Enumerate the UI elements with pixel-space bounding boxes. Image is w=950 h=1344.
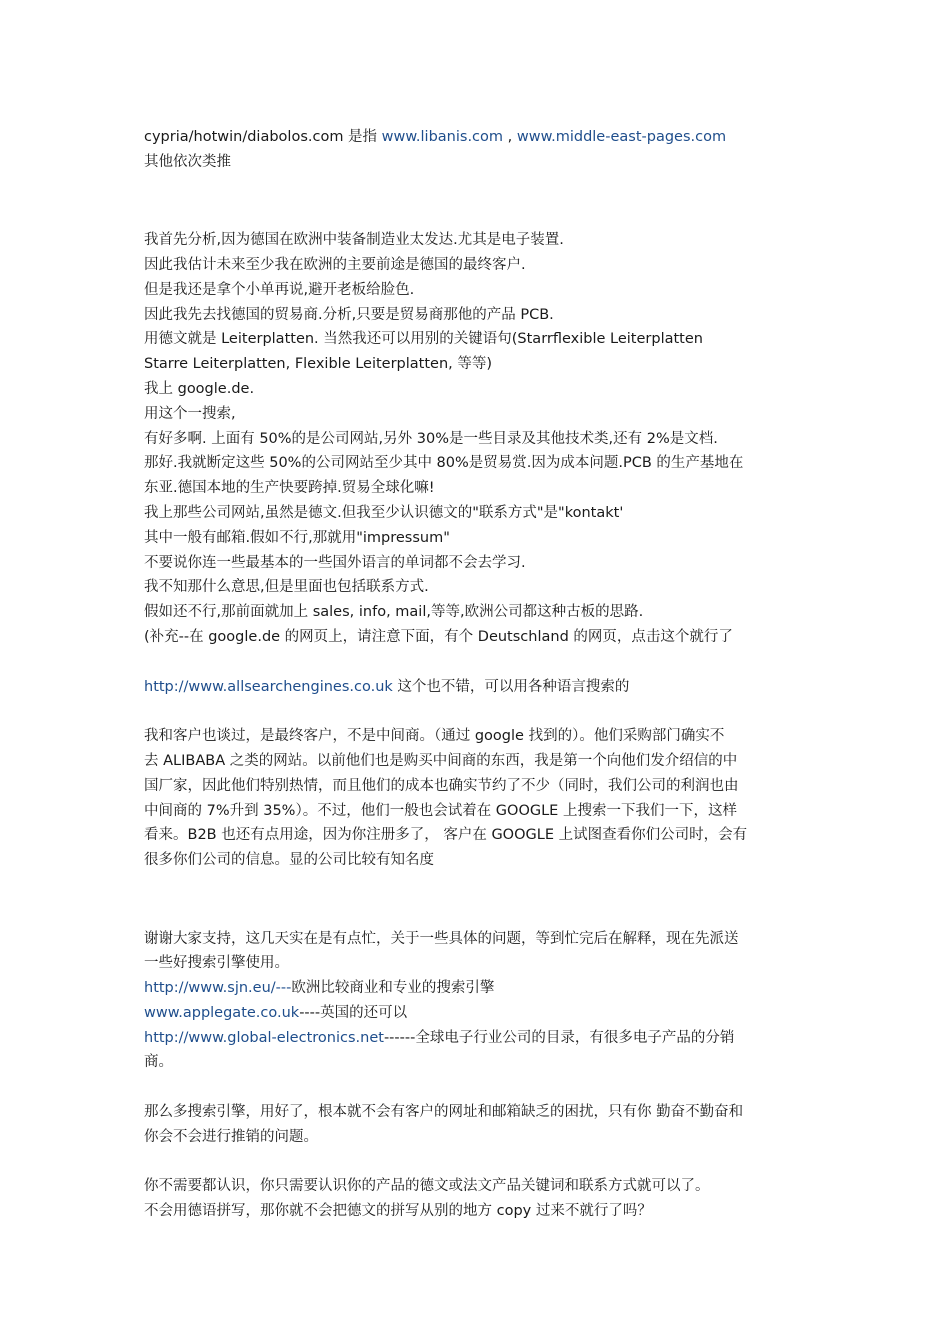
text-line: 不要说你连一些最基本的一些国外语言的单词都不会去学习. <box>144 554 526 571</box>
intro-separator: , <box>503 129 517 145</box>
text-line: 中间商的 7%升到 35%）。不过，他们一般也会试着在 GOOGLE 上搜索一下我们一下，这样 <box>144 802 737 819</box>
text-line: 你会不会进行推销的问题。 <box>144 1128 318 1145</box>
text-line: 但是我还是拿个小单再说,避开老板给脸色. <box>144 281 415 298</box>
text-line: Starre Leiterplatten, Flexible Leiterplatten, 等等) <box>144 356 493 373</box>
text-line: 因此我估计未来至少我在欧洲的主要前途是德国的最终客户. <box>144 256 526 273</box>
allsearch-line <box>144 675 814 700</box>
allsearch-text: 这个也不错，可以用各种语言搜索的 <box>392 678 630 695</box>
intro-line-1 <box>144 125 814 150</box>
sjn-line <box>144 976 814 1001</box>
global-electronics-line <box>144 1026 814 1051</box>
text-line: 用这个一搜索, <box>144 405 236 422</box>
paragraph-customers <box>144 724 814 873</box>
text-line: 用德文就是 Leiterplatten. 当然我还可以用别的关键语句(Starrflexible Leiterplatten <box>144 331 703 348</box>
text-line: 谢谢大家支持，这几天实在是有点忙，关于一些具体的问题，等到忙完后在解释，现在先派送 <box>144 930 739 947</box>
text-line: 东亚.德国本地的生产快要跨掉.贸易全球化嘛! <box>144 480 435 497</box>
text-line: 其中一般有邮箱.假如不行,那就用"impressum" <box>144 529 450 546</box>
allsearchengines-link[interactable]: http://www.allsearchengines.co.uk <box>144 678 393 695</box>
text-line: 我上那些公司网站,虽然是德文.但我至少认识德文的"联系方式"是"kontakt' <box>144 504 624 521</box>
text-line: 有好多啊. 上面有 50%的是公司网站,另外 30%是一些目录及其他技术类,还有 2%是文档. <box>144 430 718 447</box>
text-line: 我和客户也谈过，是最终客户，不是中间商。（通过 google 找到的）。他们采购部门确实不 <box>144 728 725 745</box>
text-line: 国厂家，因此他们特别热情，而且他们的成本也确实节约了不少（同时，我们公司的利润也由 <box>144 777 739 794</box>
intro-text: cypria/hotwin/diabolos.com 是指 <box>144 129 382 145</box>
global-electronics-link[interactable]: http://www.global-electronics.net <box>144 1029 384 1046</box>
text-line: 我上 google.de. <box>144 380 255 397</box>
text-line: 因此我先去找德国的贸易商.分析,只要是贸易商那他的产品 PCB. <box>144 306 554 323</box>
text-line: 不会用德语拼写，那你就不会把德文的拼写从别的地方 copy 过来不就行了吗？ <box>144 1203 652 1220</box>
text-line: 很多你们公司的信息。显的公司比较有知名度 <box>144 852 434 869</box>
sjn-link[interactable]: http://www.sjn.eu/--- <box>144 980 292 997</box>
paragraph-keywords <box>144 1174 814 1224</box>
paragraph-diligence <box>144 1100 814 1150</box>
text-line: 一些好搜索引擎使用。 <box>144 955 289 972</box>
middle-east-pages-link[interactable]: www.middle-east-pages.com <box>516 129 727 145</box>
text-line: 那好.我就断定这些 50%的公司网站至少其中 80%是贸易赏.因为成本问题.PCB 的生产基地在 <box>144 455 744 472</box>
text-line: 假如还不行,那前面就加上 sales, info, mail,等等,欧洲公司都这种古板的思路. <box>144 604 644 621</box>
text-line: 你不需要都认识，你只需要认识你的产品的德文或法文产品关键词和联系方式就可以了。 <box>144 1178 710 1195</box>
text-line: 我首先分析,因为德国在欧洲中装备制造业太发达.尤其是电子装置. <box>144 232 564 249</box>
libanis-link[interactable]: www.libanis.com <box>381 129 504 145</box>
document-body <box>144 125 814 1224</box>
applegate-line <box>144 1001 814 1026</box>
paragraph-search-engines <box>144 927 814 1076</box>
text-line: (补充--在 google.de 的网页上，请注意下面，有个 Deutschland 的网页，点击这个就行了 <box>144 628 733 645</box>
text-line: 那么多搜索引擎，用好了，根本就不会有客户的网址和邮箱缺乏的困扰，只有你 勤奋不勤奋和 <box>144 1104 744 1121</box>
text-line: 看来。B2B 也还有点用途，因为你注册多了， 客户在 GOOGLE 上试图查看你们公司时，会有 <box>144 827 748 844</box>
paragraph-analysis <box>144 228 814 650</box>
text-line: 我不知那什么意思,但是里面也包括联系方式. <box>144 579 429 596</box>
sjn-text: 欧洲比较商业和专业的搜索引擎 <box>291 980 495 997</box>
text-line: 去 ALIBABA 之类的网站。以前他们也是购买中间商的东西，我是第一个向他们发介绍信的中 <box>144 752 738 769</box>
global-electronics-text: ------全球电子行业公司的目录，有很多电子产品的分销 <box>383 1029 735 1046</box>
intro-line-2: 其他依次类推 <box>144 153 231 170</box>
applegate-link[interactable]: www.applegate.co.uk <box>144 1004 300 1021</box>
text-line: 商。 <box>144 1054 173 1071</box>
applegate-text: ----英国的还可以 <box>299 1004 408 1021</box>
